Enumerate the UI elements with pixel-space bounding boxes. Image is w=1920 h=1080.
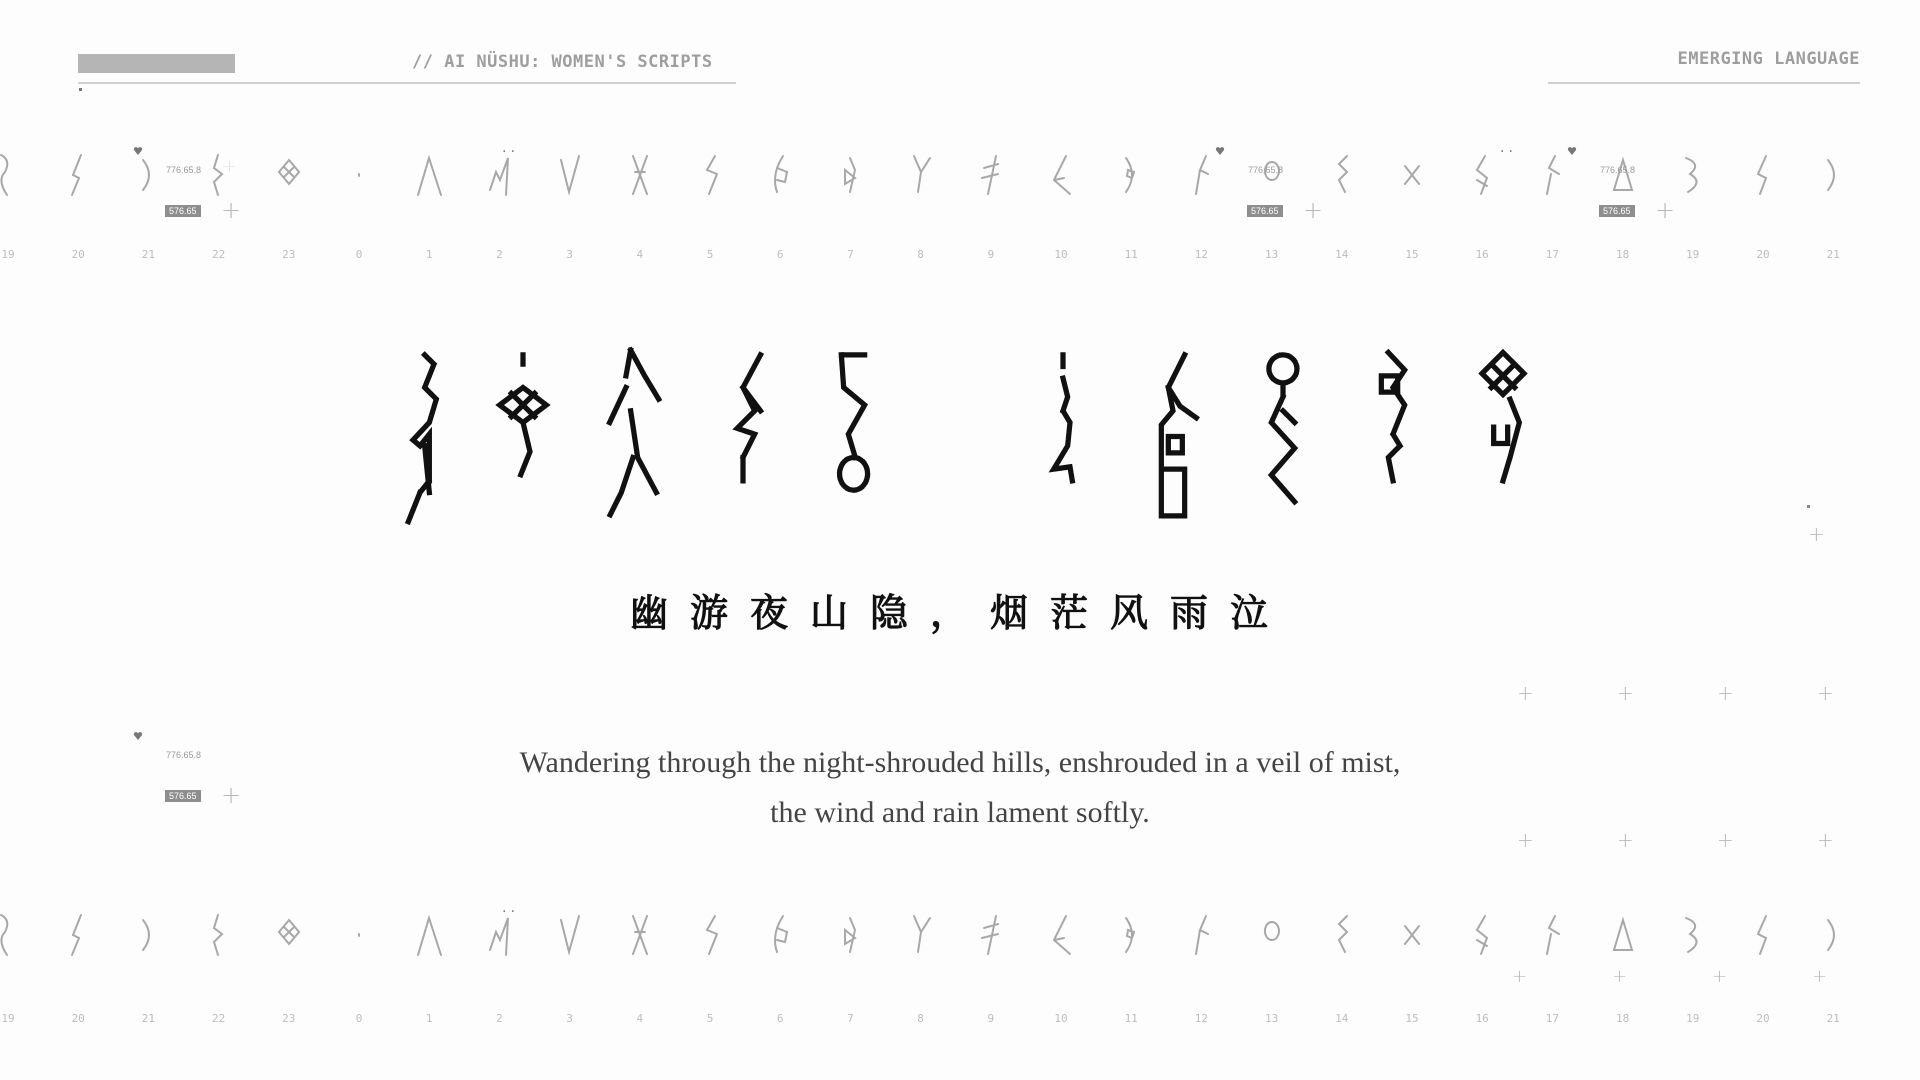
nushu-glyph-icon xyxy=(834,910,866,960)
strip-glyph xyxy=(118,150,178,200)
strip-glyph xyxy=(540,150,600,200)
strip-number: 8 xyxy=(917,248,924,261)
strip-glyph xyxy=(961,910,1021,960)
strip-glyph xyxy=(1312,910,1372,960)
plus-icon: + xyxy=(222,156,238,177)
strip-glyph xyxy=(48,150,108,200)
strip-number: 21 xyxy=(141,1012,156,1025)
strip-number: 7 xyxy=(847,248,854,261)
nushu-glyph-icon xyxy=(694,150,726,200)
plus-icon: + xyxy=(1517,828,1534,852)
strip-glyph xyxy=(399,150,459,200)
strip-number: 16 xyxy=(1475,248,1489,261)
nushu-glyph-icon xyxy=(1185,910,1217,960)
nushu-glyph-icon xyxy=(554,150,586,200)
strip-number: 3 xyxy=(566,1012,573,1025)
strip-number: 6 xyxy=(776,1012,784,1025)
nushu-character-icon xyxy=(1468,340,1538,540)
nushu-character-icon xyxy=(488,340,558,540)
poem-english-line-2: the wind and rain lament softly. xyxy=(770,796,1150,829)
strip-number: 4 xyxy=(636,1012,644,1025)
strip-number: 23 xyxy=(282,248,296,261)
nushu-glyph-icon xyxy=(1045,150,1077,200)
nushu-glyph-icon xyxy=(975,150,1007,200)
plus-icon: + xyxy=(1712,966,1728,987)
strip-glyph xyxy=(1733,910,1793,960)
strip-number: 22 xyxy=(211,248,226,261)
plus-icon: + xyxy=(1812,966,1828,987)
strip-number: 20 xyxy=(71,1012,85,1025)
strip-number: 9 xyxy=(987,1012,995,1025)
strip-number: 9 xyxy=(987,248,995,261)
strip-glyph xyxy=(259,150,319,200)
coord-badge: 576.65 xyxy=(165,205,201,217)
strip-glyph xyxy=(259,910,319,960)
nushu-glyph-icon xyxy=(975,910,1007,960)
nushu-glyph-icon xyxy=(203,910,235,960)
strip-glyph xyxy=(1803,910,1863,960)
nushu-glyph-icon xyxy=(0,150,24,200)
strip-number: 4 xyxy=(636,248,644,261)
strip-glyph xyxy=(1171,910,1231,960)
strip-glyph xyxy=(1031,910,1091,960)
strip-number: 11 xyxy=(1124,1012,1138,1025)
strip-glyph xyxy=(610,910,670,960)
nushu-glyph-icon xyxy=(1326,150,1358,200)
coord-label: 776.65.8 xyxy=(166,165,202,175)
header-rule-right xyxy=(1548,82,1860,84)
strip-glyph xyxy=(1663,910,1723,960)
coord-badge: 576.65 xyxy=(1599,205,1635,217)
poem-english xyxy=(0,738,1920,838)
heart-icon xyxy=(133,146,143,156)
strip-number: 2 xyxy=(496,248,503,261)
strip-number: 3 xyxy=(566,248,573,261)
plus-icon: + xyxy=(1617,828,1634,852)
plus-icon: + xyxy=(1717,681,1734,705)
strip-number: 15 xyxy=(1405,248,1419,261)
strip-number: 6 xyxy=(776,248,784,261)
nushu-glyph-icon xyxy=(1045,910,1077,960)
strip-number: 10 xyxy=(1054,248,1068,261)
strip-number: 11 xyxy=(1124,248,1138,261)
plus-icon: + xyxy=(221,781,242,809)
header-right-label: EMERGING LANGUAGE xyxy=(1677,49,1860,69)
strip-number: 20 xyxy=(1756,248,1770,261)
nushu-character-icon xyxy=(1358,340,1428,540)
nushu-glyph-icon xyxy=(1256,910,1288,960)
coord-label: 776.65.8 xyxy=(1600,165,1636,175)
nushu-character-icon xyxy=(818,340,888,540)
strip-glyph xyxy=(1101,910,1161,960)
strip-glyph xyxy=(1242,150,1302,200)
nushu-character-icon xyxy=(598,340,668,540)
plus-icon: + xyxy=(1303,196,1324,224)
strip-number: 0 xyxy=(355,1012,363,1025)
strip-number: 22 xyxy=(211,1012,226,1025)
strip-glyph xyxy=(189,910,249,960)
double-dot-marker: ·· xyxy=(1500,144,1517,160)
strip-glyph xyxy=(1382,910,1442,960)
double-dot-marker: ·· xyxy=(502,904,519,920)
nushu-glyph-icon xyxy=(764,150,796,200)
double-dot-marker: ·· xyxy=(502,144,519,160)
strip-number: 0 xyxy=(355,248,363,261)
plus-icon: + xyxy=(1517,681,1534,705)
strip-glyph xyxy=(469,910,529,960)
nushu-glyph-row xyxy=(360,340,1560,550)
nushu-glyph-icon xyxy=(554,910,586,960)
plus-icon: + xyxy=(1808,522,1825,546)
coord-badge: 576.65 xyxy=(165,790,201,802)
nushu-glyph-icon xyxy=(1677,150,1709,200)
strip-glyph xyxy=(1663,150,1723,200)
plus-icon: + xyxy=(1612,966,1628,987)
plus-icon: + xyxy=(1512,966,1528,987)
nushu-glyph-icon xyxy=(0,910,24,960)
strip-glyph xyxy=(1522,910,1582,960)
strip-glyph xyxy=(680,910,740,960)
nushu-glyph-icon xyxy=(905,150,937,200)
nushu-glyph-icon xyxy=(1747,150,1779,200)
strip-glyph xyxy=(820,150,880,200)
poem-english-line-1: Wandering through the night-shrouded hills, enshrouded in a veil of mist, xyxy=(519,746,1401,779)
strip-glyph xyxy=(469,150,529,200)
strip-glyph xyxy=(1803,150,1863,200)
nushu-glyph-icon xyxy=(1326,910,1358,960)
strip-glyph xyxy=(1452,910,1512,960)
strip-number: 5 xyxy=(706,248,714,261)
strip-number: 19 xyxy=(1686,1012,1700,1025)
strip-number: 2 xyxy=(496,1012,503,1025)
nushu-glyph-icon xyxy=(624,910,656,960)
strip-number: 7 xyxy=(847,1012,854,1025)
heart-icon xyxy=(1567,146,1577,156)
strip-glyph xyxy=(820,910,880,960)
nushu-glyph-icon xyxy=(62,910,94,960)
nushu-glyph-icon xyxy=(273,150,305,200)
nushu-glyph-icon xyxy=(1747,910,1779,960)
strip-number: 20 xyxy=(71,248,85,261)
strip-glyph xyxy=(1312,150,1372,200)
nushu-glyph-icon xyxy=(834,150,866,200)
strip-glyph xyxy=(1382,150,1442,200)
strip-glyph xyxy=(961,150,1021,200)
strip-number: 15 xyxy=(1405,1012,1419,1025)
strip-glyph xyxy=(540,910,600,960)
nushu-glyph-icon xyxy=(905,910,937,960)
header-dot xyxy=(79,88,82,91)
plus-icon: + xyxy=(1817,828,1834,852)
strip-glyph xyxy=(0,910,38,960)
marker-heart xyxy=(133,141,143,160)
strip-glyph xyxy=(1593,910,1653,960)
strip-number: 13 xyxy=(1264,1012,1279,1025)
nushu-glyph-icon xyxy=(62,150,94,200)
nushu-glyph-icon xyxy=(1536,150,1568,200)
plus-icon: + xyxy=(1817,681,1834,705)
nushu-glyph-icon xyxy=(1817,910,1849,960)
strip-glyph xyxy=(680,150,740,200)
coord-badge: 576.65 xyxy=(1247,205,1283,217)
plus-icon: + xyxy=(1717,828,1734,852)
nushu-glyph-icon xyxy=(1536,910,1568,960)
strip-glyph xyxy=(1242,910,1302,960)
strip-number: 19 xyxy=(1686,248,1700,261)
nushu-glyph-icon xyxy=(1396,150,1428,200)
strip-number: 16 xyxy=(1475,1012,1489,1025)
nushu-glyph-icon xyxy=(1817,150,1849,200)
strip-number: 8 xyxy=(917,1012,924,1025)
nushu-glyph-icon xyxy=(1256,150,1288,200)
strip-glyph xyxy=(891,910,951,960)
strip-number: 19 xyxy=(1,1012,15,1025)
heart-icon xyxy=(1215,146,1225,156)
strip-glyph xyxy=(329,910,389,960)
strip-number: 18 xyxy=(1615,248,1630,261)
nushu-glyph-icon xyxy=(764,910,796,960)
strip-glyph xyxy=(750,910,810,960)
nushu-character-icon xyxy=(708,340,778,540)
strip-glyph xyxy=(610,150,670,200)
nushu-glyph-icon xyxy=(624,150,656,200)
strip-glyph xyxy=(1593,150,1653,200)
page-title: // AI NÜSHU: WOMEN'S SCRIPTS xyxy=(412,52,713,72)
coord-label: 776.65.8 xyxy=(166,750,202,760)
nushu-glyph-icon xyxy=(1607,150,1639,200)
plus-icon: + xyxy=(1655,196,1676,224)
strip-number: 17 xyxy=(1545,1012,1560,1025)
strip-number: 1 xyxy=(425,1012,433,1025)
strip-glyph xyxy=(0,150,38,200)
strip-glyph xyxy=(891,150,951,200)
marker-heart xyxy=(1567,141,1577,160)
strip-number: 14 xyxy=(1335,1012,1349,1025)
nushu-glyph-icon xyxy=(343,910,375,960)
strip-number: 19 xyxy=(1,248,15,261)
strip-glyph xyxy=(399,910,459,960)
strip-number: 5 xyxy=(706,1012,714,1025)
strip-glyph xyxy=(118,910,178,960)
coord-label: 776.65.8 xyxy=(1248,165,1284,175)
strip-glyph xyxy=(1031,150,1091,200)
plus-icon: + xyxy=(221,196,242,224)
nushu-glyph-icon xyxy=(413,910,445,960)
strip-number: 12 xyxy=(1194,248,1209,261)
strip-number: 13 xyxy=(1264,248,1279,261)
glyph-strip-bottom xyxy=(0,910,1920,1050)
strip-number: 12 xyxy=(1194,1012,1209,1025)
strip-number: 21 xyxy=(1826,248,1840,261)
strip-number: 1 xyxy=(425,248,433,261)
nushu-character-icon xyxy=(1248,340,1318,540)
nushu-glyph-icon xyxy=(343,150,375,200)
nushu-glyph-icon xyxy=(132,910,164,960)
strip-number: 21 xyxy=(1826,1012,1840,1025)
dot-marker xyxy=(1807,505,1810,508)
strip-glyph xyxy=(1733,150,1793,200)
nushu-glyph-icon xyxy=(1607,910,1639,960)
nushu-glyph-icon xyxy=(1466,150,1498,200)
strip-glyph xyxy=(750,150,810,200)
header-bar xyxy=(78,54,235,73)
header-rule-left xyxy=(78,82,736,84)
nushu-character-icon xyxy=(1028,340,1098,540)
strip-number: 20 xyxy=(1756,1012,1770,1025)
nushu-glyph-icon xyxy=(1185,150,1217,200)
nushu-glyph-icon xyxy=(1396,910,1428,960)
nushu-glyph-icon xyxy=(1466,910,1498,960)
strip-number: 14 xyxy=(1335,248,1349,261)
strip-glyph xyxy=(1101,150,1161,200)
nushu-glyph-icon xyxy=(273,910,305,960)
marker-heart xyxy=(1215,141,1225,160)
strip-glyph xyxy=(189,150,249,200)
plus-icon: + xyxy=(1617,681,1634,705)
strip-number: 18 xyxy=(1615,1012,1630,1025)
poem-chinese: 幽游夜山隐，烟茫风雨泣 xyxy=(629,590,1290,635)
strip-number: 10 xyxy=(1054,1012,1068,1025)
nushu-glyph-icon xyxy=(1115,910,1147,960)
nushu-character-icon xyxy=(378,340,448,540)
nushu-glyph-icon xyxy=(413,150,445,200)
strip-number: 23 xyxy=(282,1012,296,1025)
strip-glyph xyxy=(329,150,389,200)
nushu-glyph-icon xyxy=(694,910,726,960)
strip-glyph xyxy=(48,910,108,960)
nushu-glyph-icon xyxy=(1677,910,1709,960)
nushu-character-icon xyxy=(1138,340,1208,540)
nushu-glyph-icon xyxy=(1115,150,1147,200)
strip-number: 17 xyxy=(1545,248,1560,261)
strip-number: 21 xyxy=(141,248,156,261)
